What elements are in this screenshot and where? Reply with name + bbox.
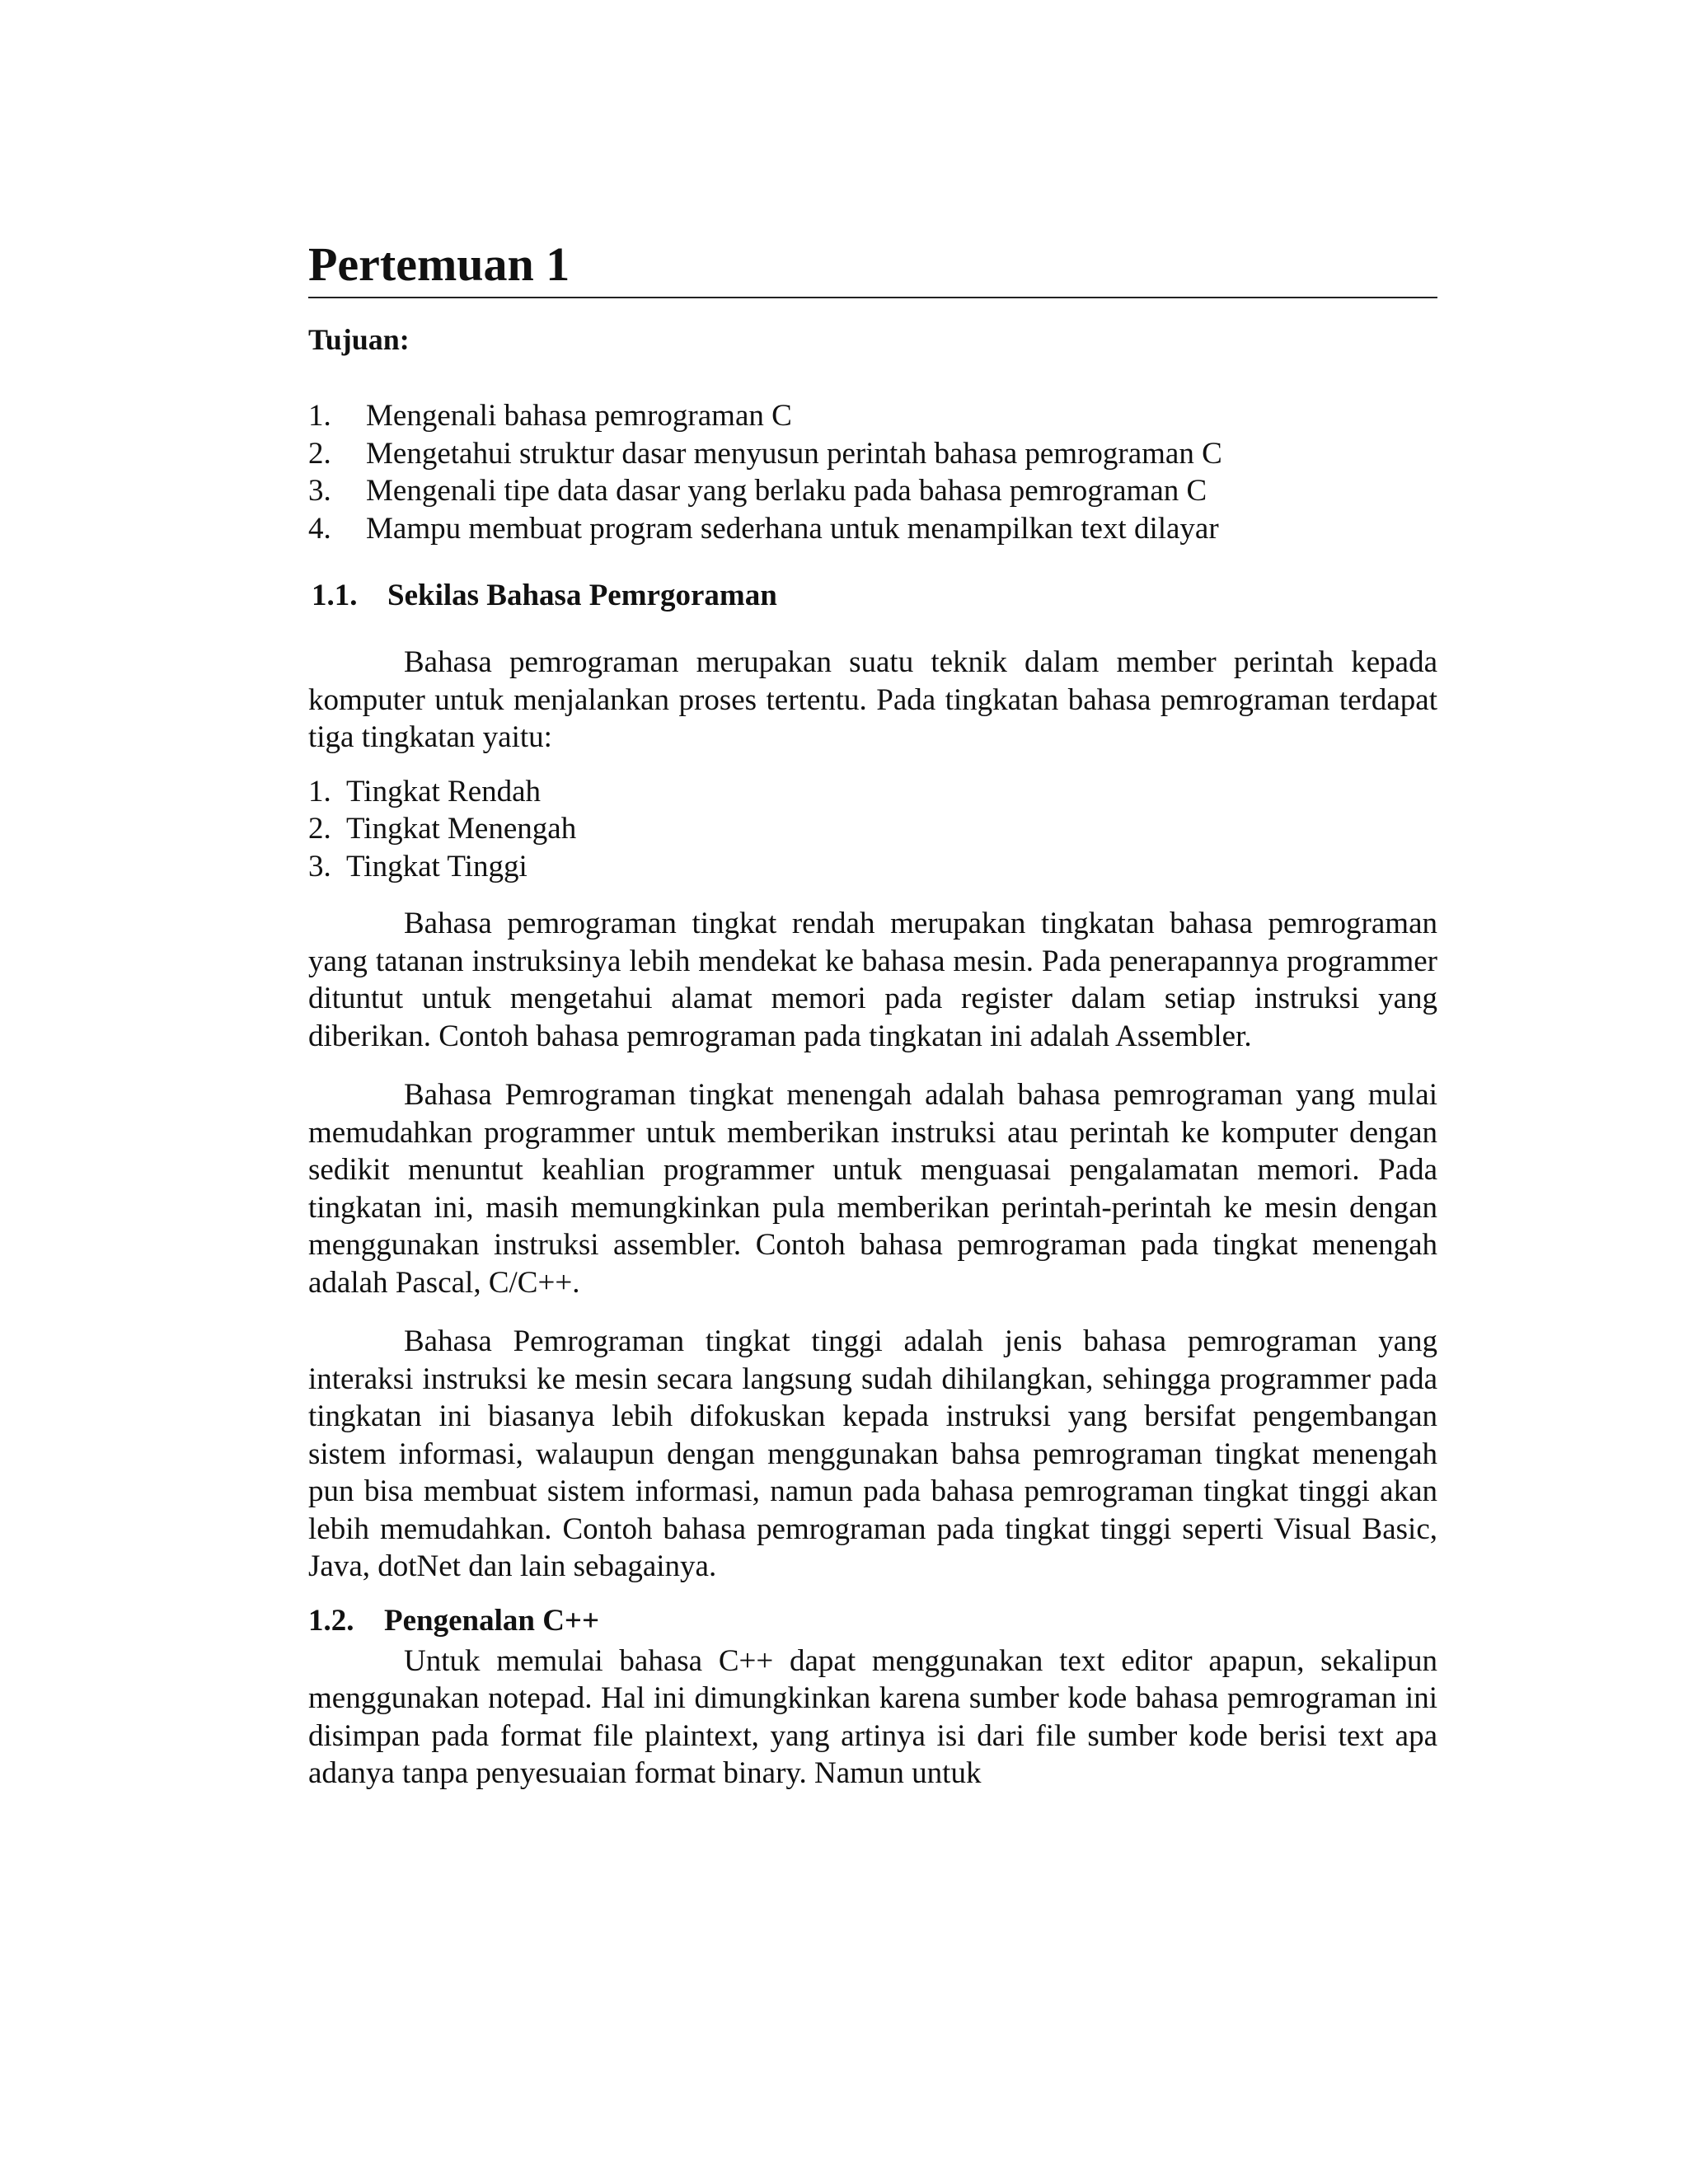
list-item — [308, 472, 1437, 510]
title-underline — [308, 297, 1437, 298]
list-item — [308, 810, 1437, 848]
section-title: Sekilas Bahasa Pemrgoraman — [387, 579, 777, 612]
list-item-number: 2. — [308, 436, 331, 471]
list-item — [308, 510, 1437, 548]
document-page — [308, 223, 1437, 1793]
paragraph-cpp-intro: Untuk memulai bahasa C++ dapat menggunakan text editor apapun, sekalipun menggunakan notepad. Hal ini dimungkinkan karena sumber kode bahasa pemrograman ini disimpan pada format file plaintext, yang artinya isi dari file sumber kode berisi text apa adanya tanpa penyesuaian format binary. Namun untuk — [308, 1643, 1437, 1790]
paragraph-low-level: Bahasa pemrograman tingkat rendah merupakan tingkatan bahasa pemrograman yang tatanan instruksinya lebih mendekat ke bahasa mesin. Pada penerapannya programmer dituntut untuk mengetahui alamat memori pada register dalam setiap instruksi yang diberikan. Contoh bahasa pemrograman pada tingkatan ini adalah Assembler. — [308, 907, 1437, 1053]
list-item-text: Mampu membuat program sederhana untuk menampilkan text dilayar — [366, 511, 1219, 546]
levels-list — [308, 773, 1437, 886]
list-item-text: Mengetahui struktur dasar menyusun perintah bahasa pemrograman C — [366, 436, 1222, 471]
list-item-number: 3. — [308, 474, 331, 508]
list-item — [308, 435, 1437, 473]
goals-label: Tujuan: — [308, 323, 410, 356]
goals-list — [308, 397, 1437, 547]
list-item-text: Tingkat Rendah — [346, 774, 542, 808]
section-title: Pengenalan C++ — [384, 1603, 600, 1638]
section-heading-1-2 — [308, 1605, 1437, 1636]
paragraph-mid-level: Bahasa Pemrograman tingkat menengah adalah bahasa pemrograman yang mulai memudahkan programmer untuk memberikan instruksi atau perintah ke komputer dengan sedikit menuntut keahlian programmer untuk menguasai pengalamatan memori. Pada tingkatan ini, masih memungkinkan pula memberikan perintah-perintah ke mesin dengan menggunakan instruksi assembler. Contoh bahasa pemrograman pada tingkat menengah adalah Pascal, C/C++. — [308, 1078, 1437, 1300]
list-item-number: 1. — [308, 774, 331, 808]
list-item-number: 4. — [308, 511, 331, 546]
list-item-number: 2. — [308, 812, 331, 846]
list-item — [308, 397, 1437, 435]
section-number: 1.2. — [308, 1603, 354, 1638]
section-number: 1.1. — [312, 579, 358, 612]
list-item — [308, 848, 1437, 886]
list-item-text: Mengenali tipe data dasar yang berlaku pada bahasa pemrograman C — [366, 474, 1207, 508]
paragraph-high-level: Bahasa Pemrograman tingkat tinggi adalah jenis bahasa pemrograman yang interaksi instruksi ke mesin secara langsung sudah dihilangkan, sehingga programmer pada tingkatan ini biasanya lebih difokuskan kepada instruksi yang bersifat pengembangan sistem informasi, walaupun dengan menggunakan bahsa pemrograman tingkat menengah pun bisa membuat sistem informasi, namun pada bahasa pemrograman tingkat tinggi akan lebih memudahkan. Contoh bahasa pemrograman pada tingkat tinggi seperti Visual Basic, Java, dotNet dan lain sebagainya. — [308, 1324, 1437, 1583]
paragraph-intro: Bahasa pemrograman merupakan suatu teknik dalam member perintah kepada komputer untuk menjalankan proses tertentu. Pada tingkatan bahasa pemrograman terdapat tiga tingkatan yaitu: — [308, 645, 1437, 754]
list-item-number: 1. — [308, 399, 331, 433]
page-title: Pertemuan 1 — [308, 237, 570, 291]
list-item — [308, 773, 1437, 811]
list-item-text: Tingkat Menengah — [346, 812, 577, 846]
list-item-text: Tingkat Tinggi — [346, 849, 528, 883]
list-item-number: 3. — [308, 849, 331, 883]
list-item-text: Mengenali bahasa pemrograman C — [366, 399, 792, 433]
section-heading-1-1 — [312, 580, 1437, 611]
